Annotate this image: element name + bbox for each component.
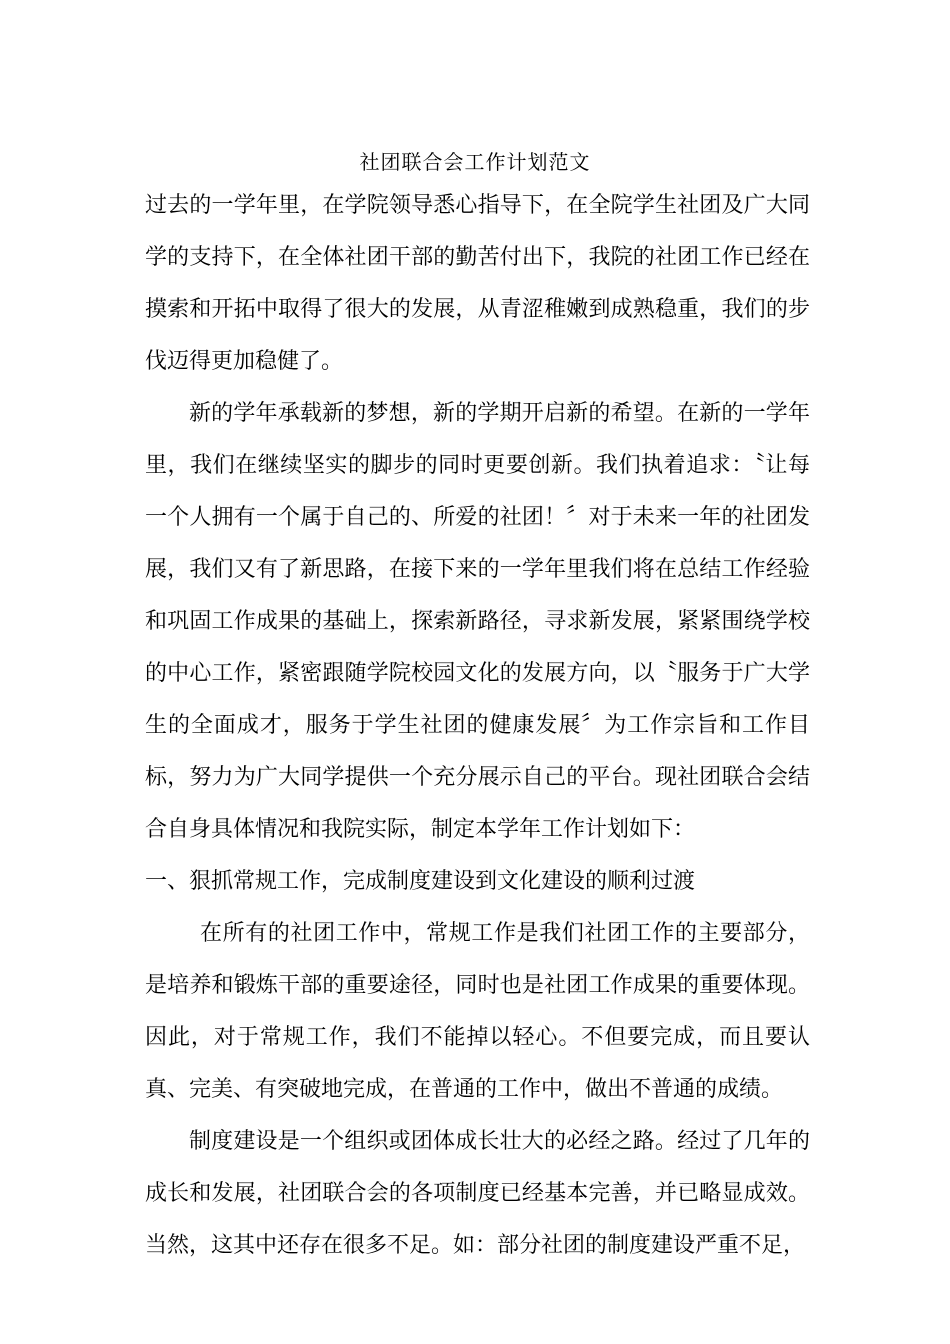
document-body (145, 180, 810, 1272)
section-heading-1: 一、狠抓常规工作，完成制度建设到文化建设的顺利过渡 (145, 869, 696, 894)
paragraph-intro: 过去的一学年里，在学院领导悉心指导下，在全院学生社团及广大同学的支持下，在全体社团干部的勤苦付出下，我院的社团工作已经在摸索和开拓中取得了很大的发展，从青涩稚嫩到成熟稳重，我们的步伐迈得更加稳健了。 (145, 193, 810, 374)
paragraph-routine-work: 在所有的社团工作中，常规工作是我们社团工作的主要部分，是培养和锻炼干部的重要途径，同时也是社团工作成果的重要体现。因此，对于常规工作，我们不能掉以轻心。不但要完成，而且要认真、完美、有突破地完成，在普通的工作中，做出不普通的成绩。 (145, 921, 810, 1102)
paragraph-system-building: 制度建设是一个组织或团体成长壮大的必经之路。经过了几年的成长和发展，社团联合会的各项制度已经基本完善，并已略显成效。当然，这其中还存在很多不足。如：部分社团的制度建设严重不足， (145, 1129, 810, 1258)
document-title: 社团联合会工作计划范文 (359, 150, 591, 174)
paragraph-new-year: 新的学年承载新的梦想，新的学期开启新的希望。在新的一学年里，我们在继续坚实的脚步的同时更要创新。我们执着追求：〝让每一个人拥有一个属于自己的、所爱的社团！〞对于未来一年的社团发展，我们又有了新思路，在接下来的一学年里我们将在总结工作经验和巩固工作成果的基础上，探索新路径，寻求新发展，紧紧围绕学校的中心工作，紧密跟随学院校园文化的发展方向，以〝服务于广大学生的全面成才，服务于学生社团的健康发展〞为工作宗旨和工作目标，努力为广大同学提供一个充分展示自己的平台。现社团联合会结合自身具体情况和我院实际，制定本学年工作计划如下： (145, 401, 810, 842)
